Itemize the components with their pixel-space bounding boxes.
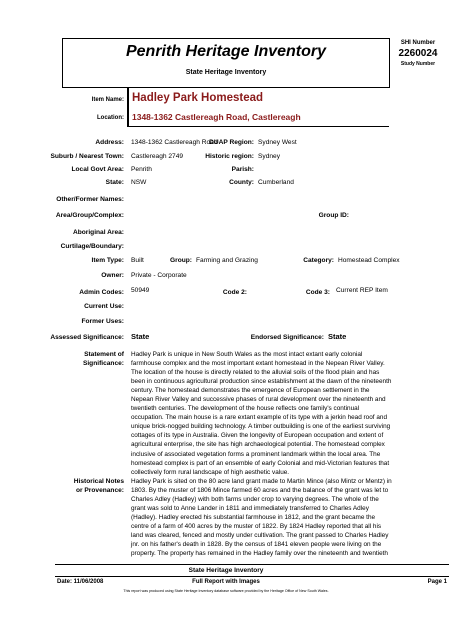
footer-title: State Heritage Inventory bbox=[188, 567, 264, 574]
statement-line: agricultural enterprise, the site has high archaeological potential. The homestead complex bbox=[131, 441, 385, 449]
assessed-significance-label: Assessed Significance: bbox=[50, 334, 124, 341]
statement-line: The location of the house is directly related to the alluvial soils of the flood plain and has bbox=[131, 369, 380, 377]
historical-notes-label-line1: Historical Notes bbox=[73, 478, 124, 485]
history-line: centre of a farm of 400 acres by the muster of 1822. By 1824 Hadley reported that all his bbox=[131, 523, 382, 531]
statement-line: farmhouse complex and the most important extant homestead in the Nepean River Valley. bbox=[131, 360, 385, 368]
study-number-label: Study Number bbox=[400, 61, 436, 67]
endorsed-significance-label: Endorsed Significance: bbox=[250, 334, 324, 341]
statement-line: been in continuous agricultural production since establishment at the dawn of the nineteenth bbox=[131, 378, 392, 386]
statement-line: collectively form rural landscape of high aesthetic value. bbox=[131, 468, 290, 476]
county-value: Cumberland bbox=[258, 179, 294, 186]
statement-line: Nepean River Valley and successive phases of rural development over the nineteenth and bbox=[131, 396, 386, 404]
area-group-label: Area/Group/Complex: bbox=[55, 212, 124, 219]
admin-codes-label: Admin Codes: bbox=[79, 289, 124, 296]
statement-line: occupation. The main house is a rare extant example of its type with a jerkin head roof and bbox=[131, 414, 388, 422]
statement-line: century. The homestead demonstrates the emergence of European settlement in the bbox=[131, 387, 370, 395]
shi-box bbox=[390, 40, 446, 67]
endorsed-significance-value: State bbox=[328, 332, 347, 341]
address-value: 1348-1362 Castlereagh Road bbox=[131, 139, 218, 146]
history-line: Hadley Park is sited on the 80 acre land grant made to Martin Mince (also Mintz or Mentz) in bbox=[131, 478, 392, 485]
footer-page-number: Page 1 bbox=[427, 579, 447, 585]
group-id-label: Group ID: bbox=[318, 212, 349, 219]
lga-label: Local Govt Area: bbox=[71, 166, 124, 173]
historical-notes bbox=[131, 477, 437, 558]
lga-value: Penrith bbox=[131, 166, 152, 173]
state-label: State: bbox=[105, 179, 124, 186]
report-header bbox=[62, 38, 390, 88]
footer-note: This report was produced using State Heritage Inventory database software provided by the Heritage Office of New South Wales. bbox=[123, 589, 329, 593]
statement-line: homestead complex is part of an ensemble of early Colonial and mid-Victorian features that bbox=[131, 459, 390, 467]
curtilage-label: Curtilage/Boundary: bbox=[60, 243, 124, 250]
county-label: County: bbox=[229, 179, 254, 186]
category-label: Category: bbox=[303, 257, 334, 264]
category-value: Homestead Complex bbox=[338, 257, 400, 264]
history-line: Charles Adley (Hadley) with both farms under crop to varying degrees. The whole of the bbox=[131, 496, 379, 504]
item-name: Hadley Park Homestead bbox=[132, 92, 264, 104]
statement-of-significance bbox=[131, 350, 437, 477]
statement-line: Hadley Park is unique in New South Wales as the most intact extant early colonial bbox=[131, 351, 363, 358]
footer-divider bbox=[55, 564, 449, 565]
statement-label-line1: Statement of bbox=[84, 351, 124, 358]
suburb-value: Castlereagh 2749 bbox=[131, 153, 184, 160]
aboriginal-area-label: Aboriginal Area: bbox=[72, 229, 124, 236]
admin-codes-value: 50949 bbox=[131, 287, 150, 294]
code3-value: Current REP Item bbox=[336, 287, 388, 294]
state-value: NSW bbox=[131, 179, 147, 186]
statement-line: twentieth centuries. The development of the house reflects one family's continual bbox=[131, 405, 360, 413]
statement-line: unique brick-nogged building technology. A timber outbuilding is one of the earliest surviving bbox=[131, 423, 391, 431]
group-label: Group: bbox=[170, 257, 192, 264]
location-value: 1348-1362 Castlereagh Road, Castlereagh bbox=[132, 112, 301, 122]
report-title: Penrith Heritage Inventory bbox=[125, 43, 327, 60]
item-type-value: Built bbox=[131, 257, 144, 264]
address-label: Address: bbox=[95, 139, 124, 146]
current-use-label: Current Use: bbox=[84, 303, 124, 310]
history-line: land was cleared, fenced and mostly under cultivation. The grant passed to Charles Hadley bbox=[131, 532, 389, 540]
owner-label: Owner: bbox=[101, 272, 124, 279]
other-names-label: Other/Former Names: bbox=[56, 196, 124, 203]
statement-line: inclusive of associated vegetation forms a prominent landmark within the local area. The bbox=[131, 450, 381, 458]
suburb-label: Suburb / Nearest Town: bbox=[50, 153, 124, 160]
shi-label: SHI Number bbox=[400, 40, 436, 46]
owner-value: Private - Corporate bbox=[131, 272, 187, 279]
history-line: grant was sold to Anne Lander in 1811 and immediately transferred to Charles Adley bbox=[131, 505, 369, 513]
history-line: jnr. on his father's death in 1828. By the census of 1841 eleven people were living on the bbox=[131, 541, 382, 549]
historic-region-value: Sydney bbox=[258, 153, 280, 160]
duap-label: DUAP Region: bbox=[209, 139, 254, 146]
footer-report-name: Full Report with Images bbox=[192, 579, 260, 585]
group-value: Farming and Grazing bbox=[196, 257, 258, 264]
code3-label: Code 3: bbox=[305, 289, 330, 296]
report-subtitle: State Heritage Inventory bbox=[185, 69, 267, 76]
history-line: 1803. By the muster of 1806 Mince farmed 60 acres and the balance of the grant was let to bbox=[131, 487, 389, 495]
parish-label: Parish: bbox=[231, 166, 254, 173]
code2-label: Code 2: bbox=[222, 289, 247, 296]
location-label: Location: bbox=[97, 115, 124, 121]
footer-divider-lower bbox=[55, 576, 449, 577]
item-name-label: Item Name: bbox=[91, 97, 124, 103]
shi-number: 2260024 bbox=[398, 48, 438, 59]
statement-line: cottages of its type in Australia. Given the longevity of European occupation and extent of bbox=[131, 432, 384, 440]
footer-date: Date: 11/06/2008 bbox=[57, 579, 104, 585]
historical-notes-label-line2: or Provenance: bbox=[75, 487, 124, 494]
statement-label-line2: Significance: bbox=[82, 360, 124, 367]
historic-region-label: Historic region: bbox=[205, 153, 254, 160]
history-line: property. The property has remained in the Hadley family over the nineteenth and twentieth bbox=[131, 550, 388, 558]
item-type-label: Item Type: bbox=[91, 257, 124, 264]
history-line: (Hadley). Hadley erected his substantial farmhouse in 1812, and the grant became the bbox=[131, 514, 376, 522]
duap-value: Sydney West bbox=[258, 139, 297, 146]
former-uses-label: Former Uses: bbox=[81, 318, 124, 325]
assessed-significance-value: State bbox=[131, 332, 150, 341]
